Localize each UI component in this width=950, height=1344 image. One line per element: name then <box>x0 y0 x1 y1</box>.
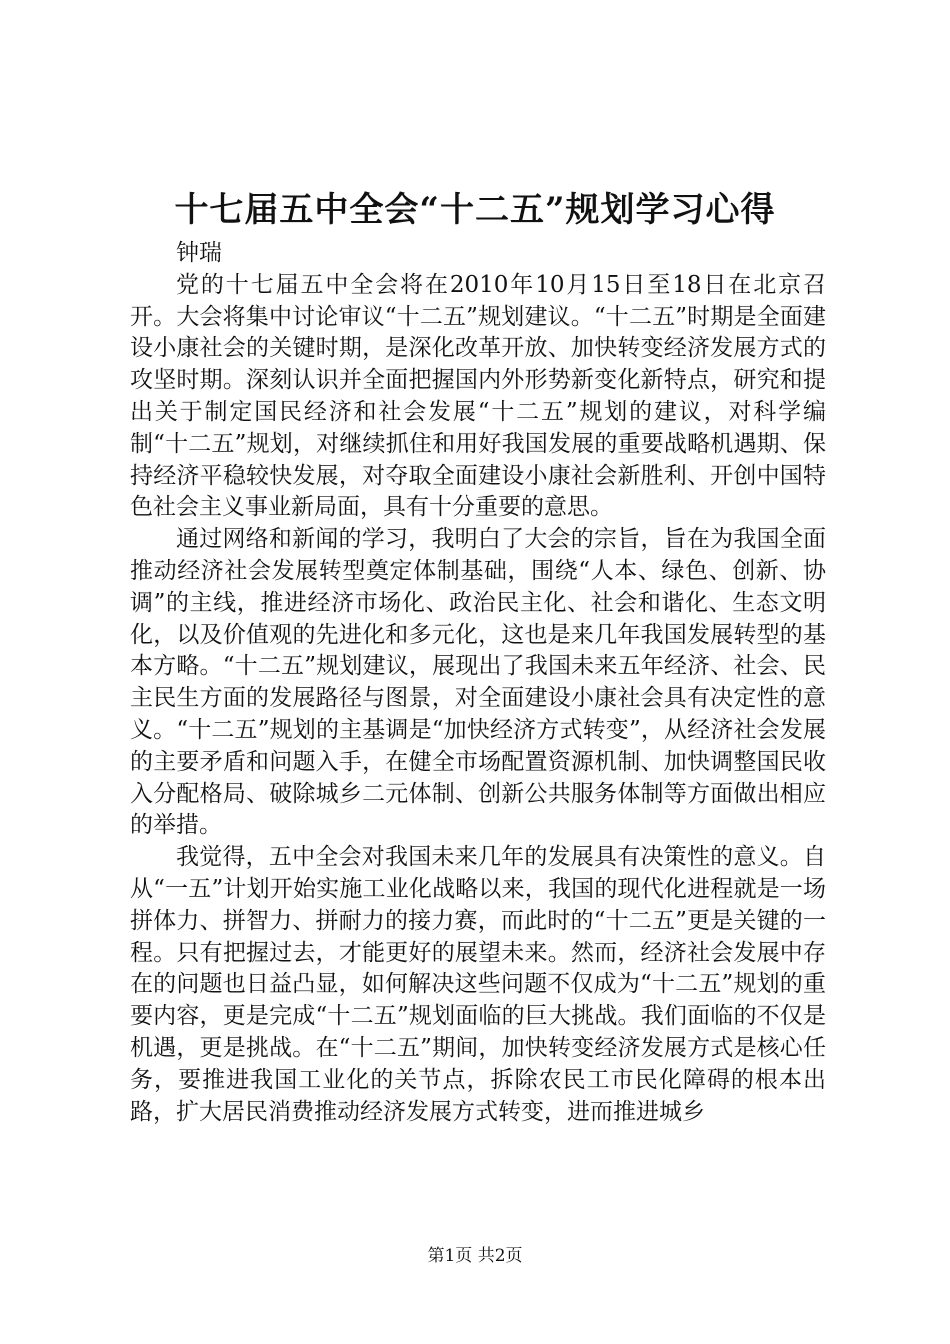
paragraph-1: 党的十七届五中全会将在2010年10月15日至18日在北京召开。大会将集中讨论审议“十二五”规划建议。“十二五”时期是全面建设小康社会的关键时期，是深化改革开放、加快转变经济发展方式的攻坚时期。深刻认识并全面把握国内外形势新变化新特点，研究和提出关于制定国民经济和社会发展“十二五”规划的建议，对科学编制“十二五”规划，对继续抓住和用好我国发展的重要战略机遇期、保持经济平稳较快发展，对夺取全面建设小康社会新胜利、开创中国特色社会主义事业新局面，具有十分重要的意思。 <box>130 271 826 521</box>
author-name: 钟瑞 <box>176 240 222 266</box>
page-number-footer: 第1页 共2页 <box>427 1246 523 1266</box>
document-body <box>130 238 826 1128</box>
document-title: 十七届五中全会“十二五”规划学习心得 <box>174 190 776 230</box>
paragraph-3: 我觉得，五中全会对我国未来几年的发展具有决策性的意义。自从“一五”计划开始实施工业化战略以来，我国的现代化进程就是一场拼体力、拼智力、拼耐力的接力赛，而此时的“十二五”更是关键的一程。只有把握过去，才能更好的展望未来。然而，经济社会发展中存在的问题也日益凸显，如何解决这些问题不仅成为“十二五”规划的重要内容，更是完成“十二五”规划面临的巨大挑战。我们面临的不仅是机遇，更是挑战。在“十二五”期间，加快转变经济发展方式是核心任务，要推进我国工业化的关节点，拆除农民工市民化障碍的根本出路，扩大居民消费推动经济发展方式转变，进而推进城乡 <box>130 844 826 1125</box>
paragraph-2: 通过网络和新闻的学习，我明白了大会的宗旨，旨在为我国全面推动经济社会发展转型奠定体制基础，围绕“人本、绿色、创新、协调”的主线，推进经济市场化、政治民主化、社会和谐化、生态文明化，以及价值观的先进化和多元化，这也是来几年我国发展转型的基本方略。“十二五”规划建议，展现出了我国未来五年经济、社会、民主民生方面的发展路径与图景，对全面建设小康社会具有决定性的意义。“十二五”规划的主基调是“加快经济方式转变”，从经济社会发展的主要矛盾和问题入手，在健全市场配置资源机制、加快调整国民收入分配格局、破除城乡二元体制、创新公共服务体制等方面做出相应的举措。 <box>130 526 826 839</box>
